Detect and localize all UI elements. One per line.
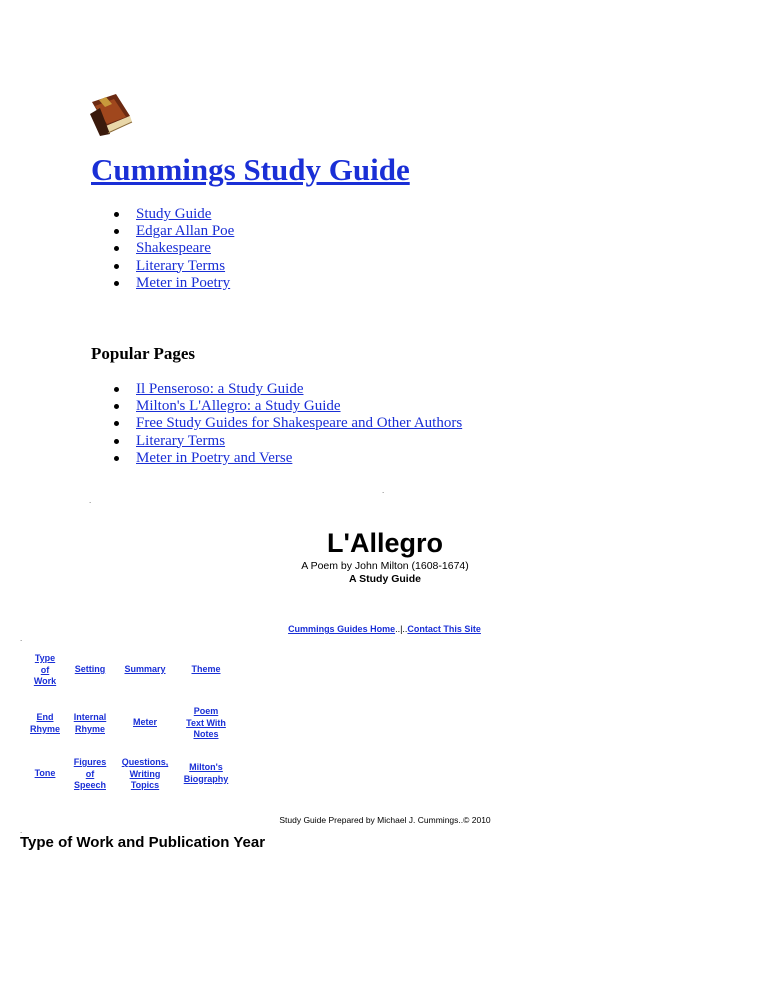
nav-summary[interactable]: Summary: [124, 664, 166, 674]
nav-theme[interactable]: Theme: [191, 664, 221, 674]
nav-setting[interactable]: Setting: [74, 664, 106, 674]
home-link[interactable]: Cummings Guides Home: [288, 624, 396, 634]
nav-type-of-work[interactable]: Type of Work: [33, 653, 57, 686]
popular-item-free-guides[interactable]: Free Study Guides for Shakespeare and Other Authors: [136, 415, 463, 432]
nav-item-literary-terms[interactable]: Literary Terms: [136, 258, 234, 275]
spacer-dot: .: [382, 486, 385, 495]
study-guide-label: A Study Guide: [349, 573, 421, 585]
books-logo: [86, 90, 136, 138]
popular-item-il-penseroso[interactable]: Il Penseroso: a Study Guide: [136, 381, 462, 398]
nav-poem-text[interactable]: Poem Text With Notes: [186, 706, 226, 739]
spacer-dot: .: [20, 826, 23, 835]
link-separator: ..|..: [395, 624, 408, 634]
popular-item-lallegro[interactable]: Milton's L'Allegro: a Study Guide: [136, 398, 462, 415]
popular-item-meter-verse[interactable]: Meter in Poetry and Verse: [136, 450, 462, 467]
nav-item-shakespeare[interactable]: Shakespeare: [136, 240, 234, 257]
popular-pages-heading: Popular Pages: [91, 344, 196, 363]
popular-item-literary-terms[interactable]: Literary Terms: [136, 433, 462, 450]
nav-item-meter-in-poetry[interactable]: Meter in Poetry: [136, 275, 234, 292]
poem-subtitle: A Poem by John Milton (1608-1674): [301, 560, 469, 572]
nav-item-edgar-allan-poe[interactable]: Edgar Allan Poe: [136, 223, 235, 240]
popular-pages-list: [136, 381, 462, 467]
nav-meter[interactable]: Meter: [132, 717, 157, 727]
books-icon: [86, 90, 136, 138]
nav-questions-writing-topics[interactable]: Questions, Writing Topics: [121, 757, 169, 790]
footer-credit: Study Guide Prepared by Michael J. Cummings..© 2010: [279, 815, 491, 825]
poem-title: L'Allegro: [327, 528, 443, 558]
main-nav: [136, 206, 234, 292]
guide-nav-grid: [22, 653, 242, 793]
nav-tone[interactable]: Tone: [34, 768, 56, 778]
spacer-dot: .: [20, 634, 23, 643]
site-title[interactable]: Cummings Study Guide: [91, 152, 410, 187]
nav-internal-rhyme[interactable]: Internal Rhyme: [73, 712, 107, 734]
top-links: [262, 624, 507, 634]
spacer-dot: .: [89, 496, 92, 505]
nav-figures-of-speech[interactable]: Figures of Speech: [73, 757, 107, 790]
nav-end-rhyme[interactable]: End Rhyme: [29, 712, 60, 734]
nav-item-study-guide[interactable]: Study Guide: [136, 206, 234, 223]
section-heading: Type of Work and Publication Year: [20, 834, 266, 851]
nav-milton-biography[interactable]: Milton's Biography: [183, 762, 229, 784]
contact-link[interactable]: Contact This Site: [407, 624, 481, 634]
